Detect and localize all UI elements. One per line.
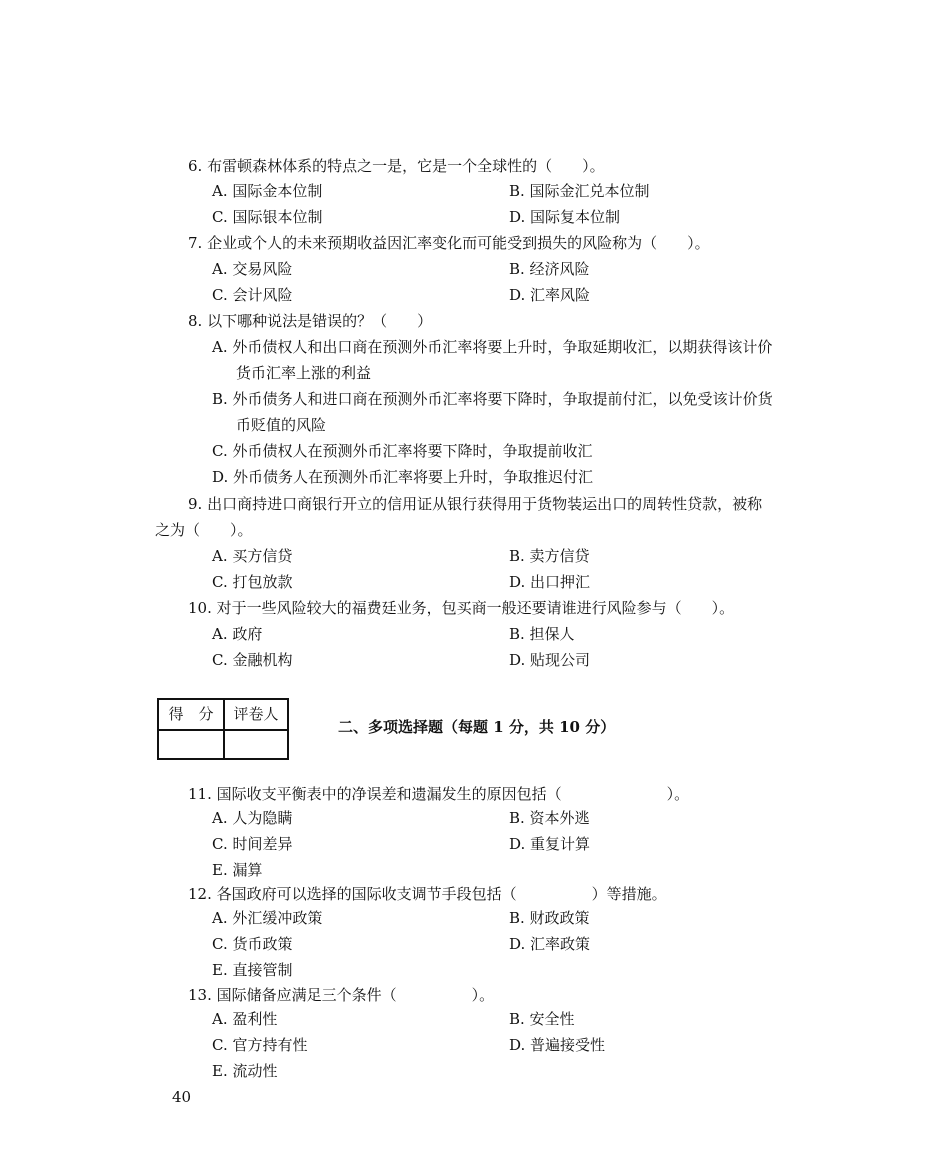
q10-option-c: C. 金融机构 [212, 651, 293, 669]
q12-option-c: C. 货币政策 [212, 935, 293, 953]
q7-option-a: A. 交易风险 [212, 260, 293, 278]
q12-option-d: D. 汇率政策 [509, 935, 591, 953]
q9-option-c: C. 打包放款 [212, 573, 293, 591]
q6-option-a: A. 国际金本位制 [212, 182, 323, 200]
q13-option-d: D. 普遍接受性 [509, 1036, 606, 1054]
q6-option-c: C. 国际银本位制 [212, 208, 323, 226]
q13-option-b: B. 安全性 [509, 1010, 575, 1028]
q13-option-e: E. 流动性 [212, 1062, 278, 1080]
q10-option-d: D. 贴现公司 [509, 651, 591, 669]
score-cell[interactable] [159, 731, 223, 758]
q6-option-d: D. 国际复本位制 [509, 208, 621, 226]
score-table [157, 698, 289, 760]
page-number: 40 [172, 1088, 192, 1106]
question-8-stem: 8. 以下哪种说法是错误的？（ ） [188, 312, 433, 330]
q8-option-d: D. 外币债务人在预测外币汇率将要上升时，争取推迟付汇 [212, 468, 594, 486]
q10-option-b: B. 担保人 [509, 625, 575, 643]
section-title: 二、多项选择题（每题 1 分，共 10 分） [338, 718, 616, 736]
question-9-stem-cont: 之为（ ）。 [155, 521, 253, 539]
q12-option-b: B. 财政政策 [509, 909, 590, 927]
q11-option-b: B. 资本外逃 [509, 809, 590, 827]
grader-cell[interactable] [225, 731, 287, 758]
q9-option-b: B. 卖方信贷 [509, 547, 590, 565]
question-6-stem: 6. 布雷顿森林体系的特点之一是，它是一个全球性的（ ）。 [188, 157, 605, 175]
q7-option-d: D. 汇率风险 [509, 286, 591, 304]
question-9-stem: 9. 出口商持进口商银行开立的信用证从银行获得用于货物装运出口的周转性贷款，被称 [188, 495, 763, 513]
q8-option-b-cont: 币贬值的风险 [236, 416, 327, 434]
q7-option-b: B. 经济风险 [509, 260, 590, 278]
q8-option-b: B. 外币债务人和进口商在预测外币汇率将要下降时，争取提前付汇，以免受该计价货 [212, 390, 773, 408]
q8-option-a: A. 外币债权人和出口商在预测外币汇率将要上升时，争取延期收汇，以期获得该计价 [212, 338, 773, 356]
q11-option-d: D. 重复计算 [509, 835, 591, 853]
q8-option-c: C. 外币债权人在预测外币汇率将要下降时，争取提前收汇 [212, 442, 593, 460]
q9-option-d: D. 出口押汇 [509, 573, 591, 591]
q10-option-a: A. 政府 [212, 625, 263, 643]
question-12-stem: 12. 各国政府可以选择的国际收支调节手段包括（ ）等措施。 [188, 885, 667, 903]
q13-option-a: A. 盈利性 [212, 1010, 278, 1028]
q12-option-a: A. 外汇缓冲政策 [212, 909, 323, 927]
q6-option-b: B. 国际金汇兑本位制 [509, 182, 650, 200]
question-11-stem: 11. 国际收支平衡表中的净误差和遗漏发生的原因包括（ ）。 [188, 785, 690, 803]
question-13-stem: 13. 国际储备应满足三个条件（ ）。 [188, 986, 495, 1004]
q13-option-c: C. 官方持有性 [212, 1036, 308, 1054]
score-header: 得 分 [168, 705, 214, 723]
q11-option-e: E. 漏算 [212, 861, 263, 879]
q7-option-c: C. 会计风险 [212, 286, 293, 304]
question-10-stem: 10. 对于一些风险较大的福费廷业务，包买商一般还要请谁进行风险参与（ ）。 [188, 599, 735, 617]
q11-option-a: A. 人为隐瞒 [212, 809, 293, 827]
q11-option-c: C. 时间差异 [212, 835, 293, 853]
q9-option-a: A. 买方信贷 [212, 547, 293, 565]
q8-option-a-cont: 货币汇率上涨的利益 [236, 364, 372, 382]
grader-header: 评卷人 [233, 705, 279, 723]
q12-option-e: E. 直接管制 [212, 961, 293, 979]
question-7-stem: 7. 企业或个人的未来预期收益因汇率变化而可能受到损失的风险称为（ ）。 [188, 234, 710, 252]
